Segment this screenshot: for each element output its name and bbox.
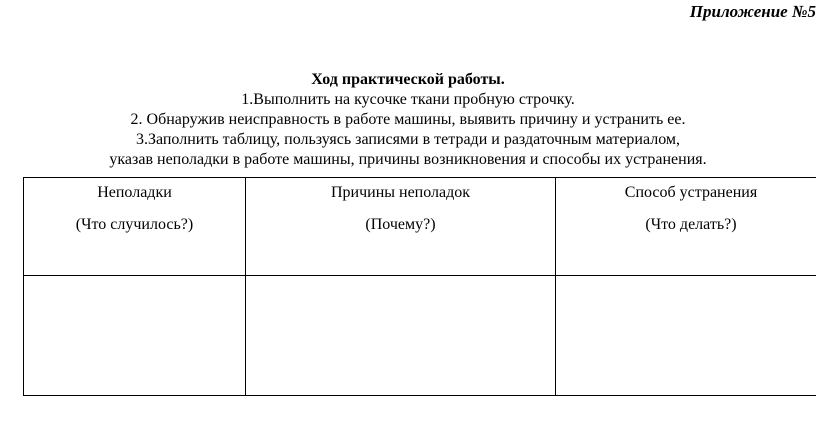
instruction-step-3: 3.Заполнить таблицу, пользуясь записями в тетради и раздаточным материалом, bbox=[135, 131, 681, 148]
instruction-step-1: 1.Выполнить на кусочке ткани пробную строчку. bbox=[241, 91, 575, 108]
table-cell-causes[interactable] bbox=[246, 276, 556, 396]
header-cell-causes bbox=[246, 178, 556, 276]
column-header-remedy: Способ устранения bbox=[624, 184, 758, 201]
table-cell-problems[interactable] bbox=[24, 276, 246, 396]
header-cell-problems bbox=[24, 178, 246, 276]
column-subheader-problems: (Что случилось?) bbox=[75, 216, 194, 233]
page-title: Ход практической работы. bbox=[311, 71, 505, 88]
troubleshooting-table bbox=[23, 177, 816, 396]
column-header-problems: Неполадки bbox=[97, 184, 172, 201]
appendix-label: Приложение №5 bbox=[689, 2, 816, 21]
instruction-list bbox=[0, 90, 816, 170]
instruction-step-2: 2. Обнаружив неисправность в работе машины, выявить причину и устранить ее. bbox=[130, 111, 686, 128]
column-subheader-remedy: (Что делать?) bbox=[645, 216, 737, 233]
table-cell-remedy[interactable] bbox=[556, 276, 816, 396]
header-cell-remedy bbox=[556, 178, 816, 276]
table-header-row bbox=[24, 178, 816, 276]
table-row bbox=[24, 276, 816, 396]
column-subheader-causes: (Почему?) bbox=[365, 216, 436, 233]
column-header-causes: Причины неполадок bbox=[330, 184, 471, 201]
instruction-step-3-continued: указав неполадки в работе машины, причины возникновения и способы их устранения. bbox=[109, 151, 707, 168]
